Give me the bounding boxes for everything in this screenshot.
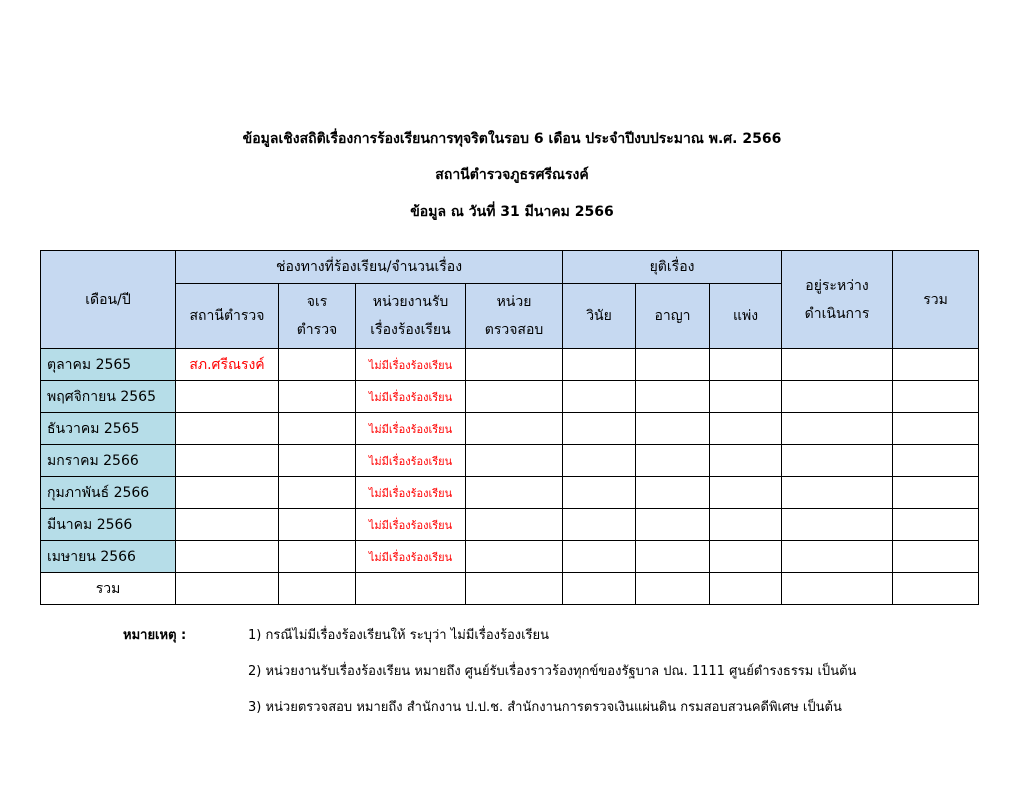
row-civil xyxy=(710,541,782,573)
row-month: พฤศจิกายน 2565 xyxy=(41,381,176,413)
table-total-row xyxy=(41,573,979,605)
total-row-label: รวม xyxy=(41,573,176,605)
row-complaint-unit: ไม่มีเรื่องร้องเรียน xyxy=(356,381,466,413)
row-in-progress xyxy=(782,381,893,413)
notes-label: หมายเหตุ : xyxy=(123,628,187,643)
row-audit-unit xyxy=(466,445,563,477)
header-civil: แพ่ง xyxy=(710,284,782,349)
header-police-inspector xyxy=(279,284,356,349)
complaint-statistics-table xyxy=(40,250,979,605)
table-row xyxy=(41,413,979,445)
row-police xyxy=(279,413,356,445)
row-criminal xyxy=(636,381,710,413)
row-month: กุมภาพันธ์ 2566 xyxy=(41,477,176,509)
row-in-progress xyxy=(782,509,893,541)
row-month: มีนาคม 2566 xyxy=(41,509,176,541)
row-police xyxy=(279,349,356,381)
row-civil xyxy=(710,445,782,477)
total-total xyxy=(893,573,979,605)
row-civil xyxy=(710,413,782,445)
header-in-progress xyxy=(782,251,893,349)
row-police xyxy=(279,509,356,541)
row-total xyxy=(893,413,979,445)
row-in-progress xyxy=(782,349,893,381)
row-month: มกราคม 2566 xyxy=(41,445,176,477)
row-in-progress xyxy=(782,445,893,477)
row-discipline xyxy=(563,381,636,413)
note-item: 3) หน่วยตรวจสอบ หมายถึง สำนักงาน ป.ป.ช. สำนักงานการตรวจเงินแผ่นดิน กรมสอบสวนคดีพิเศษ เป็นต้น xyxy=(248,700,842,715)
table-row xyxy=(41,509,979,541)
header-in-progress-line1: อยู่ระหว่าง xyxy=(805,277,869,294)
row-station xyxy=(176,509,279,541)
header-complaint-unit xyxy=(356,284,466,349)
header-month: เดือน/ปี xyxy=(41,251,176,349)
row-month: ธันวาคม 2565 xyxy=(41,413,176,445)
row-total xyxy=(893,509,979,541)
row-station xyxy=(176,477,279,509)
header-discipline: วินัย xyxy=(563,284,636,349)
row-total xyxy=(893,541,979,573)
row-discipline xyxy=(563,413,636,445)
header-audit-unit-line2: ตรวจสอบ xyxy=(484,322,544,338)
table-row xyxy=(41,541,979,573)
document-title: ข้อมูลเชิงสถิติเรื่องการร้องเรียนการทุจริตในรอบ 6 เดือน ประจำปีงบประมาณ พ.ศ. 2566 xyxy=(242,131,782,147)
table-row xyxy=(41,349,979,381)
row-civil xyxy=(710,477,782,509)
row-criminal xyxy=(636,445,710,477)
total-complaint-unit xyxy=(356,573,466,605)
row-police xyxy=(279,541,356,573)
row-civil xyxy=(710,509,782,541)
row-audit-unit xyxy=(466,413,563,445)
note-item: 2) หน่วยงานรับเรื่องร้องเรียน หมายถึง ศูนย์รับเรื่องราวร้องทุกข์ของรัฐบาล ปณ. 1111 ศูนย์ดำรงธรรม เป็นต้น xyxy=(248,664,857,679)
station-name: สถานีตำรวจภูธรศรีณรงค์ xyxy=(435,167,589,183)
header-audit-unit xyxy=(466,284,563,349)
row-discipline xyxy=(563,445,636,477)
row-station xyxy=(176,541,279,573)
row-complaint-unit: ไม่มีเรื่องร้องเรียน xyxy=(356,509,466,541)
total-in-progress xyxy=(782,573,893,605)
row-total xyxy=(893,349,979,381)
row-discipline xyxy=(563,477,636,509)
total-civil xyxy=(710,573,782,605)
header-criminal: อาญา xyxy=(636,284,710,349)
row-police xyxy=(279,477,356,509)
data-date: ข้อมูล ณ วันที่ 31 มีนาคม 2566 xyxy=(410,204,614,220)
row-month: เมษายน 2566 xyxy=(41,541,176,573)
row-criminal xyxy=(636,509,710,541)
row-discipline xyxy=(563,509,636,541)
row-in-progress xyxy=(782,413,893,445)
row-complaint-unit: ไม่มีเรื่องร้องเรียน xyxy=(356,477,466,509)
table-row xyxy=(41,381,979,413)
row-criminal xyxy=(636,349,710,381)
row-total xyxy=(893,381,979,413)
header-station: สถานีตำรวจ xyxy=(176,284,279,349)
total-criminal xyxy=(636,573,710,605)
table-row xyxy=(41,445,979,477)
row-complaint-unit: ไม่มีเรื่องร้องเรียน xyxy=(356,541,466,573)
header-total: รวม xyxy=(893,251,979,349)
table-row xyxy=(41,477,979,509)
row-civil xyxy=(710,381,782,413)
row-station xyxy=(176,445,279,477)
total-police xyxy=(279,573,356,605)
row-month: ตุลาคม 2565 xyxy=(41,349,176,381)
row-audit-unit xyxy=(466,541,563,573)
row-criminal xyxy=(636,541,710,573)
row-audit-unit xyxy=(466,509,563,541)
row-total xyxy=(893,445,979,477)
total-discipline xyxy=(563,573,636,605)
row-total xyxy=(893,477,979,509)
total-station xyxy=(176,573,279,605)
header-audit-unit-line1: หน่วย xyxy=(496,294,532,310)
row-in-progress xyxy=(782,477,893,509)
header-resolved-group: ยุติเรื่อง xyxy=(563,251,782,284)
row-civil xyxy=(710,349,782,381)
row-audit-unit xyxy=(466,381,563,413)
row-audit-unit xyxy=(466,477,563,509)
row-in-progress xyxy=(782,541,893,573)
total-audit-unit xyxy=(466,573,563,605)
row-discipline xyxy=(563,541,636,573)
header-complaint-unit-line2: เรื่องร้องเรียน xyxy=(370,322,451,338)
row-station xyxy=(176,413,279,445)
header-complaint-unit-line1: หน่วยงานรับ xyxy=(372,294,449,310)
header-police-line2: ตำรวจ xyxy=(296,322,338,338)
row-discipline xyxy=(563,349,636,381)
row-police xyxy=(279,381,356,413)
row-audit-unit xyxy=(466,349,563,381)
header-police-line1: จเร xyxy=(306,294,328,310)
header-in-progress-line2: ดำเนินการ xyxy=(804,305,870,322)
row-station xyxy=(176,381,279,413)
row-complaint-unit: ไม่มีเรื่องร้องเรียน xyxy=(356,413,466,445)
row-criminal xyxy=(636,477,710,509)
row-complaint-unit: ไม่มีเรื่องร้องเรียน xyxy=(356,445,466,477)
row-station: สภ.ศรีณรงค์ xyxy=(176,349,279,381)
note-item: 1) กรณีไม่มีเรื่องร้องเรียนให้ ระบุว่า ไม่มีเรื่องร้องเรียน xyxy=(248,628,550,643)
header-channels-group: ช่องทางที่ร้องเรียน/จำนวนเรื่อง xyxy=(176,251,563,284)
row-complaint-unit: ไม่มีเรื่องร้องเรียน xyxy=(356,349,466,381)
row-criminal xyxy=(636,413,710,445)
row-police xyxy=(279,445,356,477)
